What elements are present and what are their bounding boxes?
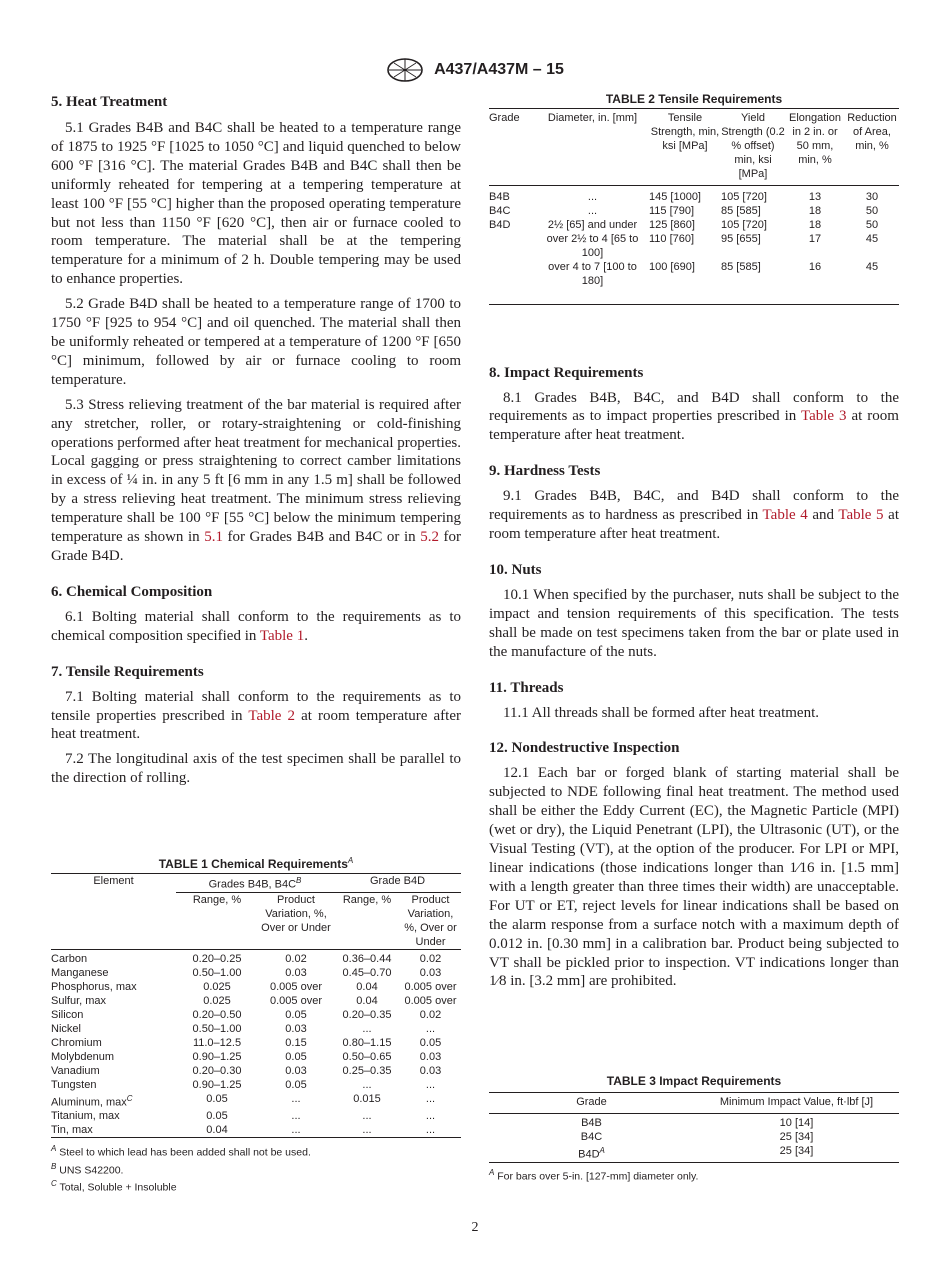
table-3-body	[489, 1114, 899, 1163]
table-1-cell-r2: 0.20–0.35	[342, 1008, 392, 1021]
table-2-row	[489, 260, 899, 288]
table-3-cell-value: 25 [34]	[779, 1131, 814, 1143]
table-2-cell-dia: over 2½ to 4 [65 to 100]	[546, 233, 639, 259]
paragraph-5-1: 5.1 Grades B4B and B4C shall be heated to a temperature range of 1875 to 1925 °F [1025 to 1050 °C] and liquid quenched to below 600 °F [316 °C]. The material Grades B4B and B4C shall then be uniformly reheated for tempering at a tempering temperature at least 100 °F [55 °C] higher than the proposed operating temperature but not less than 1150 °F [620 °C], then air or furnace cooled to room temperature. The material shall be at the tempering temperature for a minimum of 2 h. Double tempering may be used to enhance properties.	[51, 120, 461, 288]
astm-logo-icon	[386, 58, 424, 82]
table-3-grade-sup: A	[599, 1146, 605, 1155]
paragraph-8-1	[489, 389, 899, 446]
table-1-header-element: Element	[93, 875, 134, 887]
table-2-cell-el: 17	[808, 233, 822, 245]
table-2-cell-el: 18	[808, 205, 822, 217]
link-section-5-2[interactable]: 5.2	[420, 529, 439, 546]
table-3-cell-grade	[489, 1144, 694, 1162]
table-1-title-sup: A	[347, 856, 354, 865]
table-1-element-name: Titanium, max	[51, 1110, 120, 1123]
table-2-cell-ra: 45	[865, 233, 879, 245]
table-3-cell-grade	[489, 1114, 694, 1131]
table-1-cell-element	[51, 1123, 176, 1138]
table-1-cell-v1: 0.02	[285, 952, 307, 965]
table-1-cell-element	[51, 1036, 176, 1050]
table-3-footnote-text: For bars over 5-in. [127-mm] diameter only.	[494, 1170, 699, 1183]
table-1-cell-element	[51, 1092, 176, 1110]
right-column	[489, 92, 899, 1183]
table-2-cell-grade: B4D	[489, 219, 511, 231]
table-3-footnote-mark: A	[489, 1167, 495, 1177]
table-2-cell-grade: B4C	[489, 205, 511, 217]
paragraph-8-1-text: 8.1 Grades B4B, B4C, and B4D shall conform to the requirements as to impact properties prescribed in	[489, 389, 899, 425]
table-1-header-grades-b4b-b4c	[176, 874, 334, 893]
paragraph-9-1	[489, 487, 899, 544]
table-1-cell-r2: 0.015	[353, 1092, 381, 1105]
table-1-cell-v2: ...	[425, 1124, 436, 1137]
paragraph-6-1	[51, 608, 461, 646]
table-1-cell-element	[51, 1022, 176, 1036]
table-1-title-text: TABLE 1 Chemical Requirements	[158, 857, 348, 871]
table-1-title	[51, 854, 461, 871]
table-1-cell-r2: 0.36–0.44	[342, 952, 392, 965]
table-1-footnotes	[51, 1142, 461, 1195]
table-1-cell-r2: ...	[362, 1110, 372, 1123]
table-3-header-value: Minimum Impact Value, ft·lbf [J]	[719, 1096, 874, 1108]
table-1-cell-v1: 0.03	[285, 1022, 307, 1035]
table-1-cell-v2: 0.05	[419, 1036, 442, 1049]
table-1-body	[51, 949, 461, 1138]
table-1-cell-r1: 0.025	[203, 994, 231, 1007]
table-1-element-sup: C	[126, 1093, 133, 1103]
table-1-row	[51, 1008, 461, 1022]
table-2-row	[489, 232, 899, 260]
table-1-row	[51, 949, 461, 966]
table-1-header-grade-b4d: Grade B4D	[334, 874, 461, 893]
link-table-1[interactable]: Table 1	[259, 627, 305, 644]
table-1-element-name: Tin, max	[51, 1124, 93, 1137]
table-1-cell-r2: 0.45–0.70	[342, 966, 392, 979]
table-1-cell-v1: 0.15	[285, 1036, 307, 1049]
table-1-footnote	[51, 1177, 461, 1195]
table-1-row	[51, 1109, 461, 1123]
link-table-5[interactable]: Table 5	[838, 507, 884, 524]
document-designation: A437/A437M – 15	[434, 61, 564, 78]
table-1-cell-v2: 0.03	[419, 966, 442, 979]
link-section-5-1[interactable]: 5.1	[204, 529, 223, 546]
table-1-cell-v2: 0.02	[419, 952, 442, 965]
table-2-cell-dia: ...	[587, 205, 598, 217]
link-table-3[interactable]: Table 3	[800, 408, 847, 425]
table-1-footnote-mark: C	[51, 1179, 57, 1189]
table-1-cell-r1: 0.90–1.25	[192, 1078, 242, 1091]
table-3-block	[489, 1074, 899, 1183]
table-1	[51, 873, 461, 1138]
table-1-cell-v1: ...	[291, 1110, 301, 1123]
table-2-row	[489, 186, 899, 205]
table-1-row	[51, 966, 461, 980]
table-1-cell-r1: 0.20–0.25	[192, 952, 242, 965]
table-3-cell-value: 10 [14]	[779, 1117, 814, 1129]
table-1-cell-r1: 11.0–12.5	[192, 1036, 242, 1049]
table-2-cell-dia: 2½ [65] and under	[547, 219, 638, 231]
paragraph-10-1: 10.1 When specified by the purchaser, nuts shall be subject to the impact and tension requirements of this specification. The tests shall be made on test specimens taken from the bar or plate used in the manufacture of the nuts.	[489, 586, 899, 660]
table-1-cell-r2: ...	[362, 1078, 372, 1091]
table-1-cell-v2: ...	[425, 1022, 436, 1035]
table-1-cell-v2: 0.005 over	[404, 994, 457, 1007]
table-2-header-row	[489, 109, 899, 186]
left-column	[51, 92, 461, 1194]
table-1-cell-v1: 0.005 over	[270, 994, 322, 1007]
paragraph-9-1-and: and	[807, 507, 839, 524]
table-3-row	[489, 1114, 899, 1131]
table-1-header-range-2: Range, %	[342, 893, 392, 906]
table-1-cell-element	[51, 966, 176, 980]
table-1-cell-v2: ...	[425, 1078, 436, 1091]
table-1-cell-r1: 0.05	[206, 1110, 228, 1123]
table-1-cell-element	[51, 1050, 176, 1064]
section-11-title: 11. Threads	[489, 679, 564, 696]
table-2-cell-ra: 30	[865, 191, 879, 203]
table-1-footnote	[51, 1142, 461, 1160]
table-1-cell-r2: 0.25–0.35	[342, 1064, 392, 1077]
table-1-footnote-mark: A	[51, 1144, 57, 1154]
table-1-cell-r1: 0.20–0.50	[192, 1008, 242, 1021]
table-2-header-cell: Tensile Strength, min, ksi [MPa]	[650, 112, 720, 152]
table-1-header-blank	[51, 892, 176, 949]
page-number: 2	[471, 1220, 479, 1235]
paragraph-5-3-text-2: for Grades B4B and B4C or in	[222, 529, 421, 546]
section-7-title: 7. Tensile Requirements	[51, 663, 204, 680]
table-1-cell-element	[51, 949, 176, 966]
table-1-cell-v1: 0.05	[285, 1008, 307, 1021]
table-3-cell-value: 25 [34]	[779, 1145, 814, 1157]
section-5-title: 5. Heat Treatment	[51, 94, 168, 110]
paragraph-6-1-text: 6.1 Bolting material shall conform to the requirements as to chemical composition specified in	[51, 608, 461, 644]
table-1-footnote-mark: B	[51, 1161, 57, 1171]
table-2-header-cell: Grade	[489, 112, 520, 124]
table-2-header-cell: Elongation in 2 in. or 50 mm, min, %	[789, 112, 841, 166]
table-3-row	[489, 1130, 899, 1144]
table-1-footnote-text: Steel to which lead has been added shall not be used.	[56, 1146, 311, 1159]
table-1-cell-v1: ...	[291, 1092, 301, 1105]
paragraph-9-1-text: 9.1 Grades B4B, B4C, and B4D shall conform to the requirements as to hardness as prescribed in	[489, 488, 899, 524]
table-1-cell-r1: 0.50–1.00	[192, 1022, 242, 1035]
table-1-element-name: Carbon	[51, 952, 88, 965]
table-1-row	[51, 1050, 461, 1064]
table-3-cell-grade	[489, 1130, 694, 1144]
table-1-row	[51, 1064, 461, 1078]
paragraph-8-1-end: at room temperature after heat treatment.	[489, 408, 899, 444]
table-1-cell-v1: 0.005 over	[270, 980, 322, 993]
table-1-cell-r1: 0.05	[206, 1092, 228, 1105]
table-3-header-grade: Grade	[576, 1096, 607, 1108]
table-3-row	[489, 1144, 899, 1162]
table-2-cell-ys: 85 [585]	[721, 205, 761, 217]
table-2-cell-grade	[489, 232, 536, 260]
table-2-title: TABLE 2 Tensile Requirements	[605, 92, 783, 106]
table-1-cell-element	[51, 1064, 176, 1078]
table-2-cell-grade: B4B	[489, 191, 510, 203]
table-2-header-cell: Reduction of Area, min, %	[847, 112, 897, 152]
table-1-cell-r1: 0.50–1.00	[192, 966, 242, 979]
table-1-row	[51, 1123, 461, 1138]
paragraph-5-3	[51, 396, 461, 566]
table-1-footnote	[51, 1160, 461, 1178]
table-2-cell-dia: ...	[587, 191, 598, 203]
paragraph-5-2: 5.2 Grade B4D shall be heated to a temperature range of 1700 to 1750 °F [925 to 954 °C] and oil quenched. The material shall then be uniformly reheated or tempered at a temperature of 1200 °F [650 °C] minimum, followed by air or furnace cooling to room temperature.	[51, 296, 461, 388]
table-1-cell-v2: ...	[425, 1110, 436, 1123]
table-1-cell-v2: ...	[425, 1092, 436, 1105]
table-2-cell-ys: 95 [655]	[721, 233, 761, 245]
section-8-title: 8. Impact Requirements	[489, 364, 644, 381]
table-1-cell-v1: 0.03	[285, 1064, 307, 1077]
table-1-cell-v1: 0.05	[285, 1078, 307, 1091]
link-table-4[interactable]: Table 4	[762, 507, 808, 524]
table-2-body	[489, 186, 899, 289]
page-header	[0, 58, 950, 82]
table-1-cell-r1: 0.04	[206, 1124, 228, 1137]
table-3-title: TABLE 3 Impact Requirements	[606, 1074, 782, 1088]
table-1-header-g1-sup: B	[296, 876, 302, 885]
table-1-header-pv-1: Product Variation, %, Over or Under	[261, 893, 331, 934]
section-12-title: 12. Nondestructive Inspection	[489, 740, 680, 757]
table-2-header-cell: Diameter, in. [mm]	[547, 112, 638, 124]
paragraph-5-3-text-3: for Grade B4D.	[51, 529, 461, 564]
table-2-cell-grade	[489, 260, 536, 288]
table-1-header-range-1: Range, %	[192, 893, 242, 906]
table-1-cell-r2: 0.04	[356, 980, 378, 993]
table-1-header-pv-2: Product Variation, %, Over or Under	[404, 893, 457, 948]
table-1-element-name: Nickel	[51, 1022, 81, 1035]
table-2-cell-ra: 50	[865, 219, 879, 231]
paragraph-12-1: 12.1 Each bar or forged blank of starting material shall be subjected to NDE following final heat treatment. The method used shall be either the Eddy Current (EC), the Magnetic Particle (MPI) (wet or dry), the Liquid Penetrant (LPI), the Ultrasonic (UT), or the Visual Testing (VT), at the option of the producer. For LPI or MPI, linear indications (those indications longer than 1⁄16 in. [1.5 mm] with a length greater than three times their width) are unacceptable. For UT or ET, reject levels for linear indications shall be based on the alarm response from a surface notch with a maximum depth of 0.012 in. [0.30 mm] in a calibration bar. Product being subjected to VT shall be pickled prior to inspection. VT indications longer than 1⁄8 in. [3.2 mm] are prohibited.	[489, 765, 899, 990]
table-3-grade-text: B4B	[581, 1117, 602, 1129]
table-1-element-name: Aluminum, max	[51, 1096, 127, 1109]
table-2	[489, 108, 899, 305]
table-1-footnote-text: UNS S42200.	[56, 1164, 124, 1177]
table-2-row	[489, 204, 899, 218]
table-1-cell-r2: 0.04	[356, 994, 378, 1007]
table-3	[489, 1092, 899, 1163]
table-2-cell-ys: 105 [720]	[721, 191, 767, 203]
table-1-cell-element	[51, 1109, 176, 1123]
table-1-element-name: Chromium	[51, 1036, 102, 1049]
table-1-cell-v1: 0.05	[285, 1050, 307, 1063]
table-1-row	[51, 1078, 461, 1092]
link-table-2[interactable]: Table 2	[248, 707, 296, 724]
table-1-cell-r1: 0.20–0.30	[192, 1064, 242, 1077]
table-1-cell-v2: 0.03	[419, 1064, 442, 1077]
table-3-grade-text: B4D	[578, 1148, 600, 1161]
table-1-row	[51, 1022, 461, 1036]
paragraph-9-1-end: at room temperature after heat treatment.	[489, 507, 899, 543]
table-2-cell-ra: 50	[865, 205, 879, 217]
table-2-cell-ts: 115 [790]	[649, 205, 695, 217]
table-1-row	[51, 994, 461, 1008]
table-1-element-name: Molybdenum	[51, 1050, 114, 1063]
table-1-header-g1-text: Grades B4B, B4C	[208, 878, 297, 891]
table-2-cell-ys: 105 [720]	[721, 219, 767, 231]
table-1-cell-v1: ...	[291, 1124, 301, 1137]
table-1-cell-element	[51, 1078, 176, 1092]
table-1-cell-element	[51, 994, 176, 1008]
paragraph-11-1: 11.1 All threads shall be formed after heat treatment.	[503, 704, 819, 721]
table-1-cell-v2: 0.005 over	[404, 980, 457, 993]
table-1-row	[51, 1036, 461, 1050]
table-1-element-name: Sulfur, max	[51, 994, 107, 1007]
table-1-cell-element	[51, 980, 176, 994]
table-2-cell-ra: 45	[865, 261, 879, 273]
table-2-cell-ts: 110 [760]	[649, 233, 695, 245]
section-9-title: 9. Hardness Tests	[489, 463, 601, 480]
section-10-title: 10. Nuts	[489, 561, 542, 578]
paragraph-7-1-text: 7.1 Bolting material shall conform to the requirements as to tensile properties prescribed in	[51, 688, 461, 724]
table-1-cell-r2: ...	[362, 1124, 372, 1137]
table-1-element-name: Vanadium	[51, 1064, 100, 1077]
table-1-row	[51, 1092, 461, 1110]
table-1-cell-v1: 0.03	[285, 966, 307, 979]
table-1-cell-v2: 0.02	[419, 1008, 442, 1021]
table-2-row	[489, 218, 899, 232]
table-2-cell-ts: 100 [690]	[649, 261, 695, 273]
table-1-cell-r2: ...	[362, 1022, 372, 1035]
table-2-cell-dia: over 4 to 7 [100 to 180]	[548, 261, 637, 287]
table-1-cell-r2: 0.50–0.65	[342, 1050, 392, 1063]
table-2-cell-ts: 145 [1000]	[649, 191, 701, 203]
table-2-header-cell: Yield Strength (0.2 % offset) min, ksi [MPa]	[721, 112, 785, 180]
table-1-cell-element	[51, 1008, 176, 1022]
table-1-cell-r1: 0.90–1.25	[192, 1050, 242, 1063]
table-1-element-name: Silicon	[51, 1008, 84, 1021]
table-2-cell-ts: 125 [860]	[649, 219, 695, 231]
table-1-footnote-text: Total, Soluble + Insoluble	[56, 1181, 177, 1194]
table-3-grade-text: B4C	[580, 1131, 603, 1143]
table-2-cell-el: 13	[808, 191, 822, 203]
paragraph-7-2: 7.2 The longitudinal axis of the test specimen shall be parallel to the direction of rolling.	[51, 751, 461, 787]
table-1-element-name: Tungsten	[51, 1078, 97, 1091]
paragraph-5-3-text: 5.3 Stress relieving treatment of the bar material is required after any stretcher, roller, or rotary-straightening or cold-finishing operations performed after heat treatment for mechanical properties. Local gagging or press straightening to correct camber limitations in excess of ¼ in. in any 5 ft [6 mm in any 1.5 m] shall be followed by a stress relieving heat treatment. The minimum stress relieving temperature shall be 100 °F [55 °C] below the minimum tempering temperature as shown in	[51, 396, 461, 546]
table-1-element-name: Manganese	[51, 966, 109, 979]
table-1-element-name: Phosphorus, max	[51, 980, 137, 993]
table-3-footnote	[489, 1166, 899, 1184]
paragraph-6-1-end: .	[304, 627, 308, 644]
paragraph-7-1-end: at room temperature after heat treatment.	[51, 707, 461, 743]
table-1-row	[51, 980, 461, 994]
table-2-cell-el: 16	[808, 261, 822, 273]
table-2-cell-el: 18	[808, 219, 822, 231]
table-1-cell-v2: 0.03	[419, 1050, 442, 1063]
table-1-cell-r2: 0.80–1.15	[342, 1036, 392, 1049]
paragraph-7-1	[51, 688, 461, 745]
table-2-cell-ys: 85 [585]	[721, 261, 761, 273]
table-1-block	[51, 854, 461, 1195]
table-1-cell-r1: 0.025	[203, 980, 231, 993]
section-6-title: 6. Chemical Composition	[51, 583, 213, 600]
